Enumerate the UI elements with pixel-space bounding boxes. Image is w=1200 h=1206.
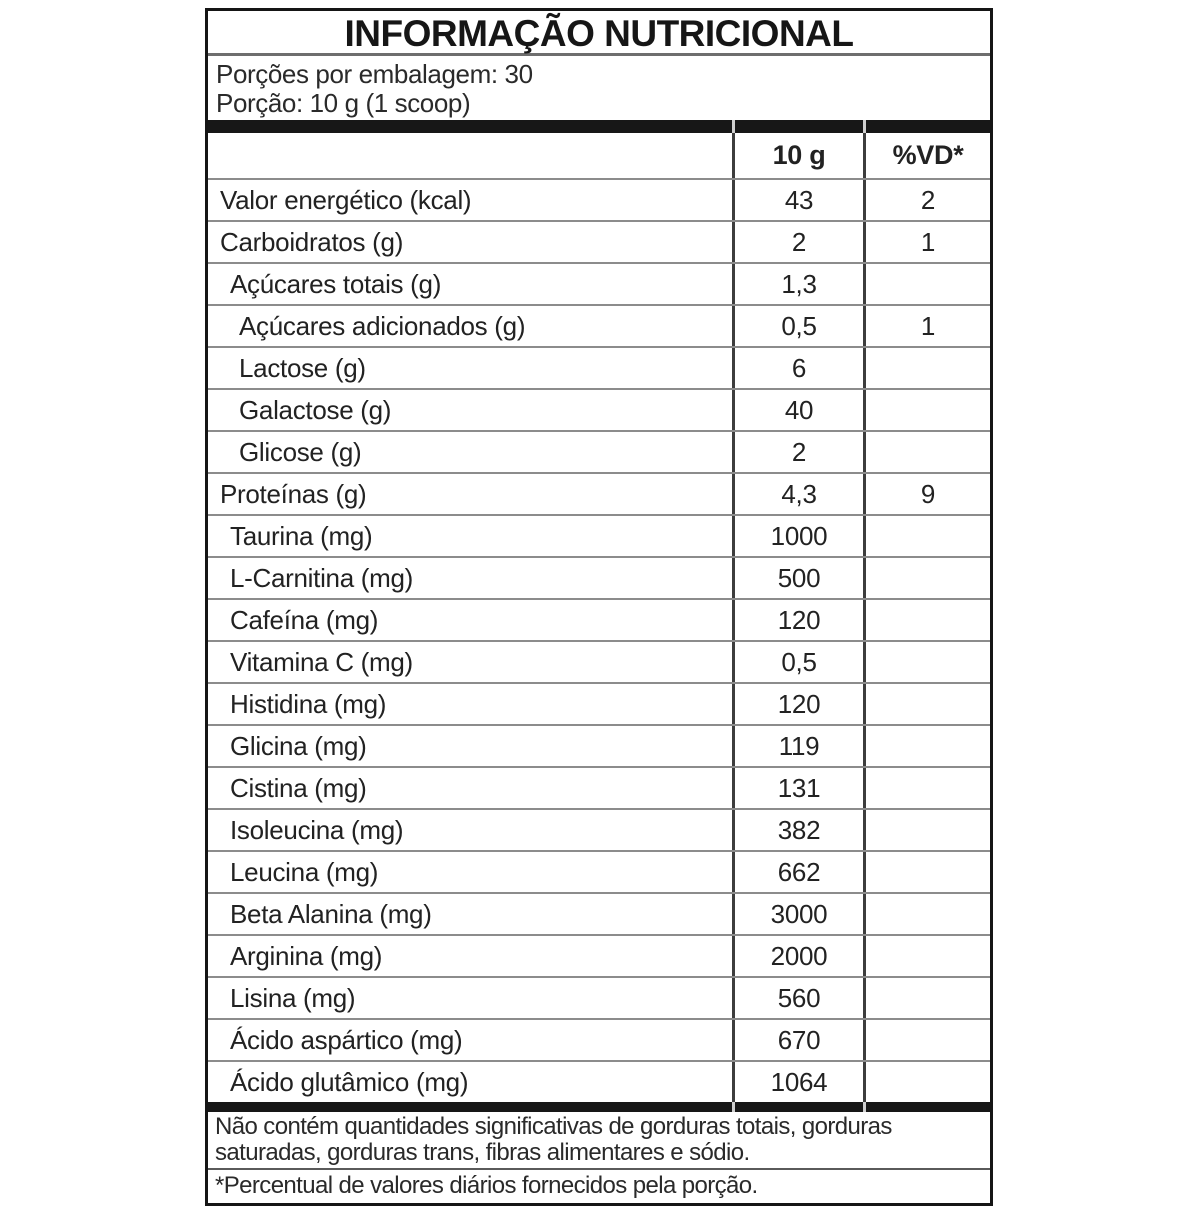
row-qty-value: 0,5 (732, 642, 863, 682)
row-vd-value (863, 432, 990, 472)
divider-notch (732, 1102, 735, 1112)
table-row (208, 178, 990, 220)
table-row (208, 724, 990, 766)
row-vd-value (863, 852, 990, 892)
row-vd-value (863, 936, 990, 976)
row-qty-value: 120 (732, 600, 863, 640)
table-body (208, 178, 990, 1102)
table-row (208, 892, 990, 934)
row-label: Isoleucina (mg) (230, 815, 404, 845)
divider-bar-top (208, 120, 990, 133)
row-label: Taurina (mg) (230, 521, 373, 551)
row-label: Leucina (mg) (230, 857, 379, 887)
table-row (208, 430, 990, 472)
row-qty-value: 500 (732, 558, 863, 598)
row-label: Histidina (mg) (230, 689, 387, 719)
row-qty-value: 4,3 (732, 474, 863, 514)
row-label: Vitamina C (mg) (230, 647, 413, 677)
table-row (208, 388, 990, 430)
divider-notch (732, 120, 735, 133)
row-label: Ácido aspártico (mg) (230, 1025, 463, 1055)
row-vd-value (863, 642, 990, 682)
nutrition-label (205, 8, 993, 1206)
row-label: Arginina (mg) (230, 941, 383, 971)
table-row (208, 934, 990, 976)
divider-notch (863, 1102, 866, 1112)
row-qty-value: 662 (732, 852, 863, 892)
row-label: Galactose (g) (239, 395, 392, 425)
row-qty-value: 0,5 (732, 306, 863, 346)
divider-bar-bottom (208, 1102, 990, 1112)
row-vd-value (863, 348, 990, 388)
row-vd-value (863, 390, 990, 430)
table-row (208, 850, 990, 892)
column-header-vd: %VD* (863, 133, 990, 178)
table-row (208, 514, 990, 556)
row-vd-value (863, 810, 990, 850)
row-qty-value: 131 (732, 768, 863, 808)
row-qty-value: 670 (732, 1020, 863, 1060)
row-qty-value: 43 (732, 180, 863, 220)
serving-info (208, 56, 990, 120)
footnote-no-significant-amounts: Não contém quantidades significativas de gorduras totais, gorduras saturadas, gorduras trans, fibras alimentares e sódio. (208, 1112, 990, 1170)
row-vd-value (863, 768, 990, 808)
row-label: Cafeína (mg) (230, 605, 379, 635)
row-qty-value: 382 (732, 810, 863, 850)
row-vd-value (863, 558, 990, 598)
table-row (208, 1018, 990, 1060)
row-label: Valor energético (kcal) (220, 185, 472, 215)
row-label: Proteínas (g) (220, 479, 367, 509)
row-qty-value: 6 (732, 348, 863, 388)
footnote-daily-values: *Percentual de valores diários fornecidos pela porção. (215, 1172, 758, 1199)
table-row (208, 556, 990, 598)
row-label: Lactose (g) (239, 353, 366, 383)
row-label: Cistina (mg) (230, 773, 367, 803)
row-label: Beta Alanina (mg) (230, 899, 432, 929)
row-vd-value (863, 978, 990, 1018)
column-header-blank (208, 133, 732, 178)
table-row (208, 472, 990, 514)
table-row (208, 598, 990, 640)
row-qty-value: 2 (732, 222, 863, 262)
row-qty-value: 120 (732, 684, 863, 724)
table-row (208, 262, 990, 304)
row-label: Ácido glutâmico (mg) (230, 1067, 469, 1097)
row-qty-value: 2000 (732, 936, 863, 976)
table-row (208, 304, 990, 346)
row-label: Lisina (mg) (230, 983, 356, 1013)
row-vd-value (863, 684, 990, 724)
table-row (208, 976, 990, 1018)
row-label: Açúcares adicionados (g) (239, 311, 526, 341)
row-vd-value: 2 (863, 180, 990, 220)
table-row (208, 766, 990, 808)
label-title: INFORMAÇÃO NUTRICIONAL (208, 11, 990, 56)
table-row (208, 808, 990, 850)
row-qty-value: 1,3 (732, 264, 863, 304)
row-vd-value (863, 600, 990, 640)
column-header-qty: 10 g (732, 133, 863, 178)
row-vd-value (863, 726, 990, 766)
row-vd-value: 9 (863, 474, 990, 514)
column-header-row (208, 133, 990, 178)
row-label: L-Carnitina (mg) (230, 563, 414, 593)
row-label: Glicose (g) (239, 437, 362, 467)
table-row (208, 1060, 990, 1102)
row-label: Açúcares totais (g) (230, 269, 442, 299)
row-qty-value: 3000 (732, 894, 863, 934)
row-qty-value: 1000 (732, 516, 863, 556)
row-label: Glicina (mg) (230, 731, 367, 761)
row-qty-value: 119 (732, 726, 863, 766)
row-vd-value (863, 1020, 990, 1060)
table-row (208, 682, 990, 724)
table-row (208, 220, 990, 262)
serving-size: Porção: 10 g (1 scoop) (216, 88, 471, 118)
row-qty-value: 40 (732, 390, 863, 430)
divider-notch (863, 120, 866, 133)
row-qty-value: 2 (732, 432, 863, 472)
table-row (208, 346, 990, 388)
row-vd-value (863, 264, 990, 304)
row-vd-value (863, 516, 990, 556)
row-vd-value (863, 894, 990, 934)
row-qty-value: 1064 (732, 1062, 863, 1102)
row-vd-value: 1 (863, 306, 990, 346)
servings-per-package: Porções por embalagem: 30 (216, 59, 533, 89)
row-vd-value (863, 1062, 990, 1102)
table-row (208, 640, 990, 682)
row-vd-value: 1 (863, 222, 990, 262)
row-qty-value: 560 (732, 978, 863, 1018)
row-label: Carboidratos (g) (220, 227, 404, 257)
